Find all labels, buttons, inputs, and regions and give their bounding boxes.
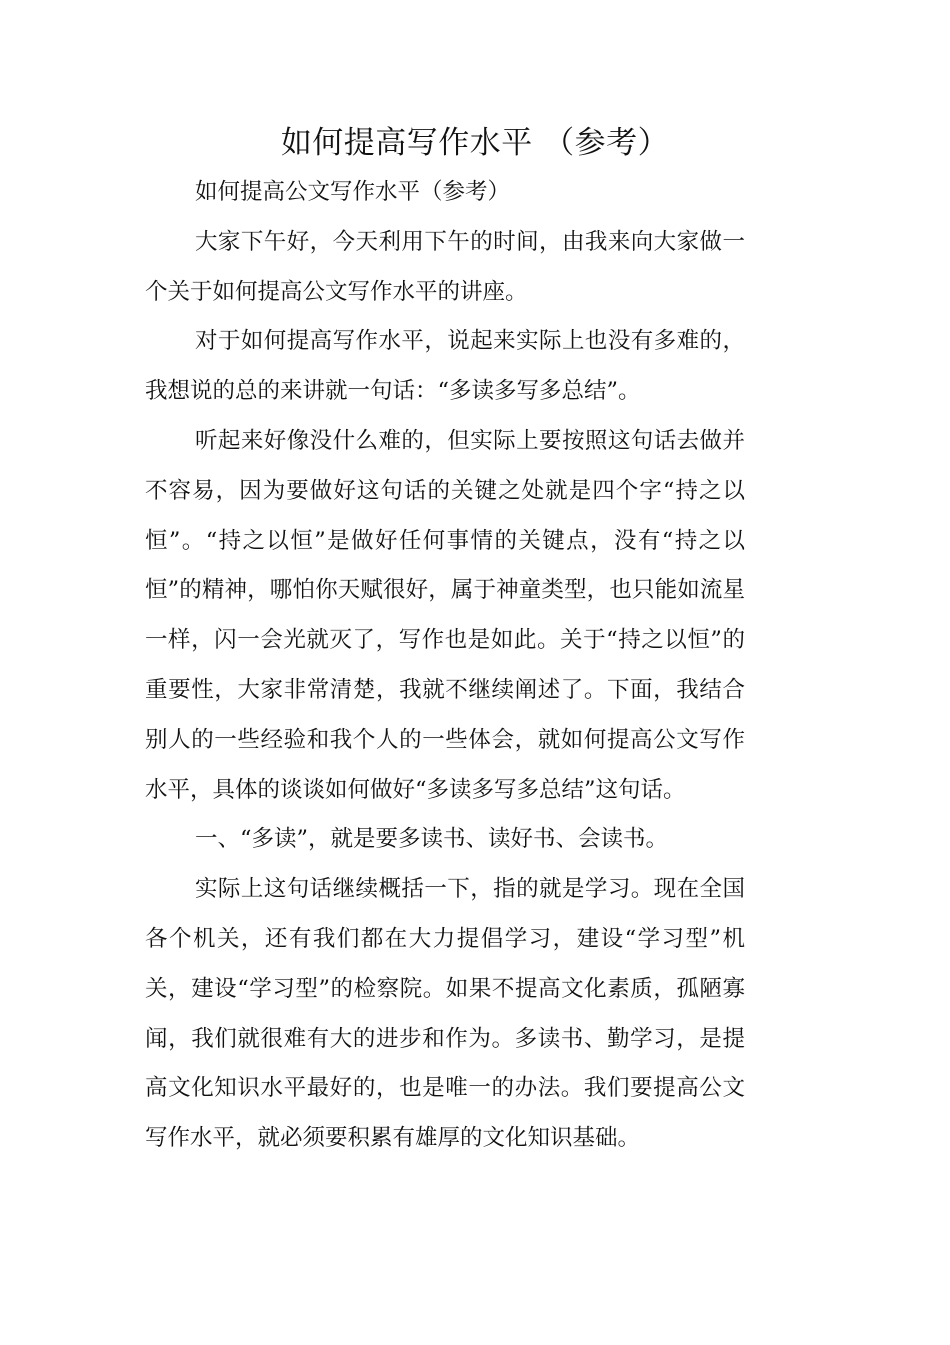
- paragraph-summary: 对于如何提高写作水平，说起来实际上也没有多难的，我想说的总的来讲就一句话：“多读多写多总结”。: [145, 328, 745, 405]
- paragraph-intro: 大家下午好，今天利用下午的时间，由我来向大家做一个关于如何提高公文写作水平的讲座。: [145, 228, 745, 305]
- document-body: [145, 168, 745, 1164]
- document-title: 如何提高写作水平 （参考）: [280, 125, 670, 161]
- document-subtitle: 如何提高公文写作水平（参考）: [195, 179, 511, 205]
- paragraph-perseverance: 听起来好像没什么难的，但实际上要按照这句话去做并不容易，因为要做好这句话的关键之处就是四个字“持之以恒”。“持之以恒”是做好任何事情的关键点，没有“持之以恒”的精神，哪怕你天赋很好，属于神童类型，也只能如流星一样，闪一会光就灭了，写作也是如此。关于“持之以恒”的重要性，大家非常清楚，我就不继续阐述了。下面，我结合别人的一些经验和我个人的一些体会，就如何提高公文写作水平，具体的谈谈如何做好“多读多写多总结”这句话。: [145, 427, 745, 803]
- paragraph-learning: 实际上这句话继续概括一下，指的就是学习。现在全国各个机关，还有我们都在大力提倡学习，建设“学习型”机关，建设“学习型”的检察院。如果不提高文化素质，孤陋寡闻，我们就很难有大的进步和作为。多读书、勤学习，是提高文化知识水平最好的，也是唯一的办法。我们要提高公文写作水平，就必须要积累有雄厚的文化知识基础。: [145, 876, 745, 1152]
- section-heading-read-more: 一、“多读”，就是要多读书、读好书、会读书。: [195, 826, 669, 853]
